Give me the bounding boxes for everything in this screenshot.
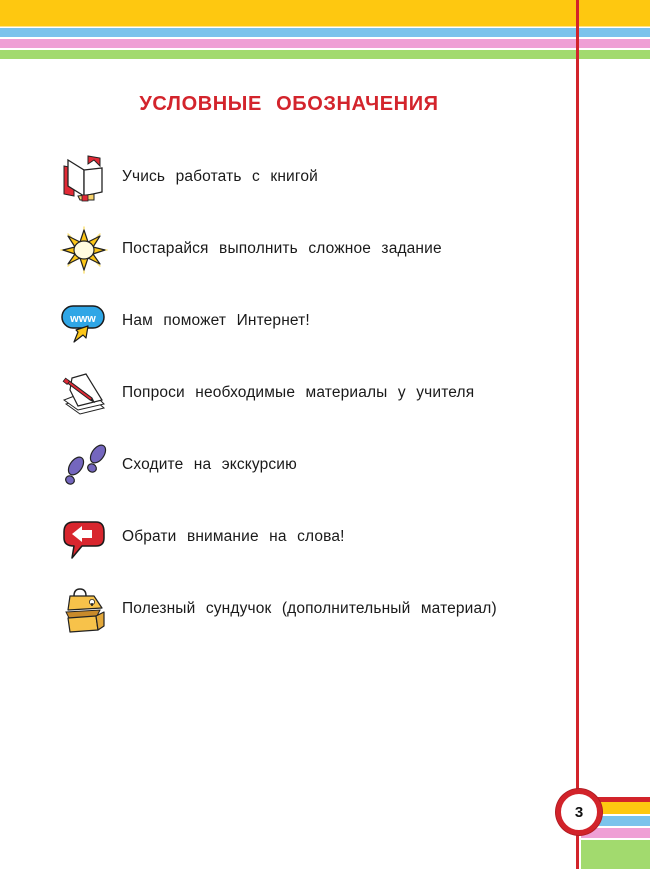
- header-stripe-blue: [0, 28, 650, 37]
- legend-item-internet: [60, 298, 560, 346]
- legend-item-treasure-chest: [60, 586, 560, 634]
- treasure-chest-icon: [60, 586, 108, 634]
- legend-item-hard-task: [60, 226, 560, 274]
- legend-label: Учись работать с книгой: [122, 168, 318, 185]
- footprints-icon: [60, 442, 108, 490]
- header-stripe-yellow-edge: [0, 26, 650, 27]
- legend-label: Сходите на экскурсию: [122, 456, 297, 473]
- arrow-speech-bubble-icon: [60, 514, 108, 562]
- svg-text:www: www: [70, 313, 96, 325]
- www-bubble-icon: [60, 298, 108, 346]
- legend-item-book: [60, 154, 560, 202]
- legend-label: Полезный сундучок (дополнительный материал): [122, 600, 497, 617]
- legend-label: Попроси необходимые материалы у учителя: [122, 384, 475, 401]
- header-stripe-green: [0, 50, 650, 59]
- legend-item-attention-words: [60, 514, 560, 562]
- legend-label: Обрати внимание на слова!: [122, 528, 345, 545]
- page-number: 3: [556, 789, 602, 835]
- legend-item-materials: [60, 370, 560, 418]
- header-stripe-yellow: [0, 0, 650, 26]
- header-stripe-pink: [0, 39, 650, 48]
- sun-star-icon: [60, 226, 108, 274]
- open-book-icon: [60, 154, 108, 202]
- page-title: УСЛОВНЫЕ ОБОЗНАЧЕНИЯ: [139, 93, 439, 115]
- legend-label: Нам поможет Интернет!: [122, 312, 310, 329]
- legend-label: Постарайся выполнить сложное задание: [122, 240, 442, 257]
- footer-stripe-green: [581, 840, 650, 869]
- legend-item-excursion: [60, 442, 560, 490]
- paper-pencil-icon: [60, 370, 108, 418]
- margin-red-line: [576, 0, 579, 869]
